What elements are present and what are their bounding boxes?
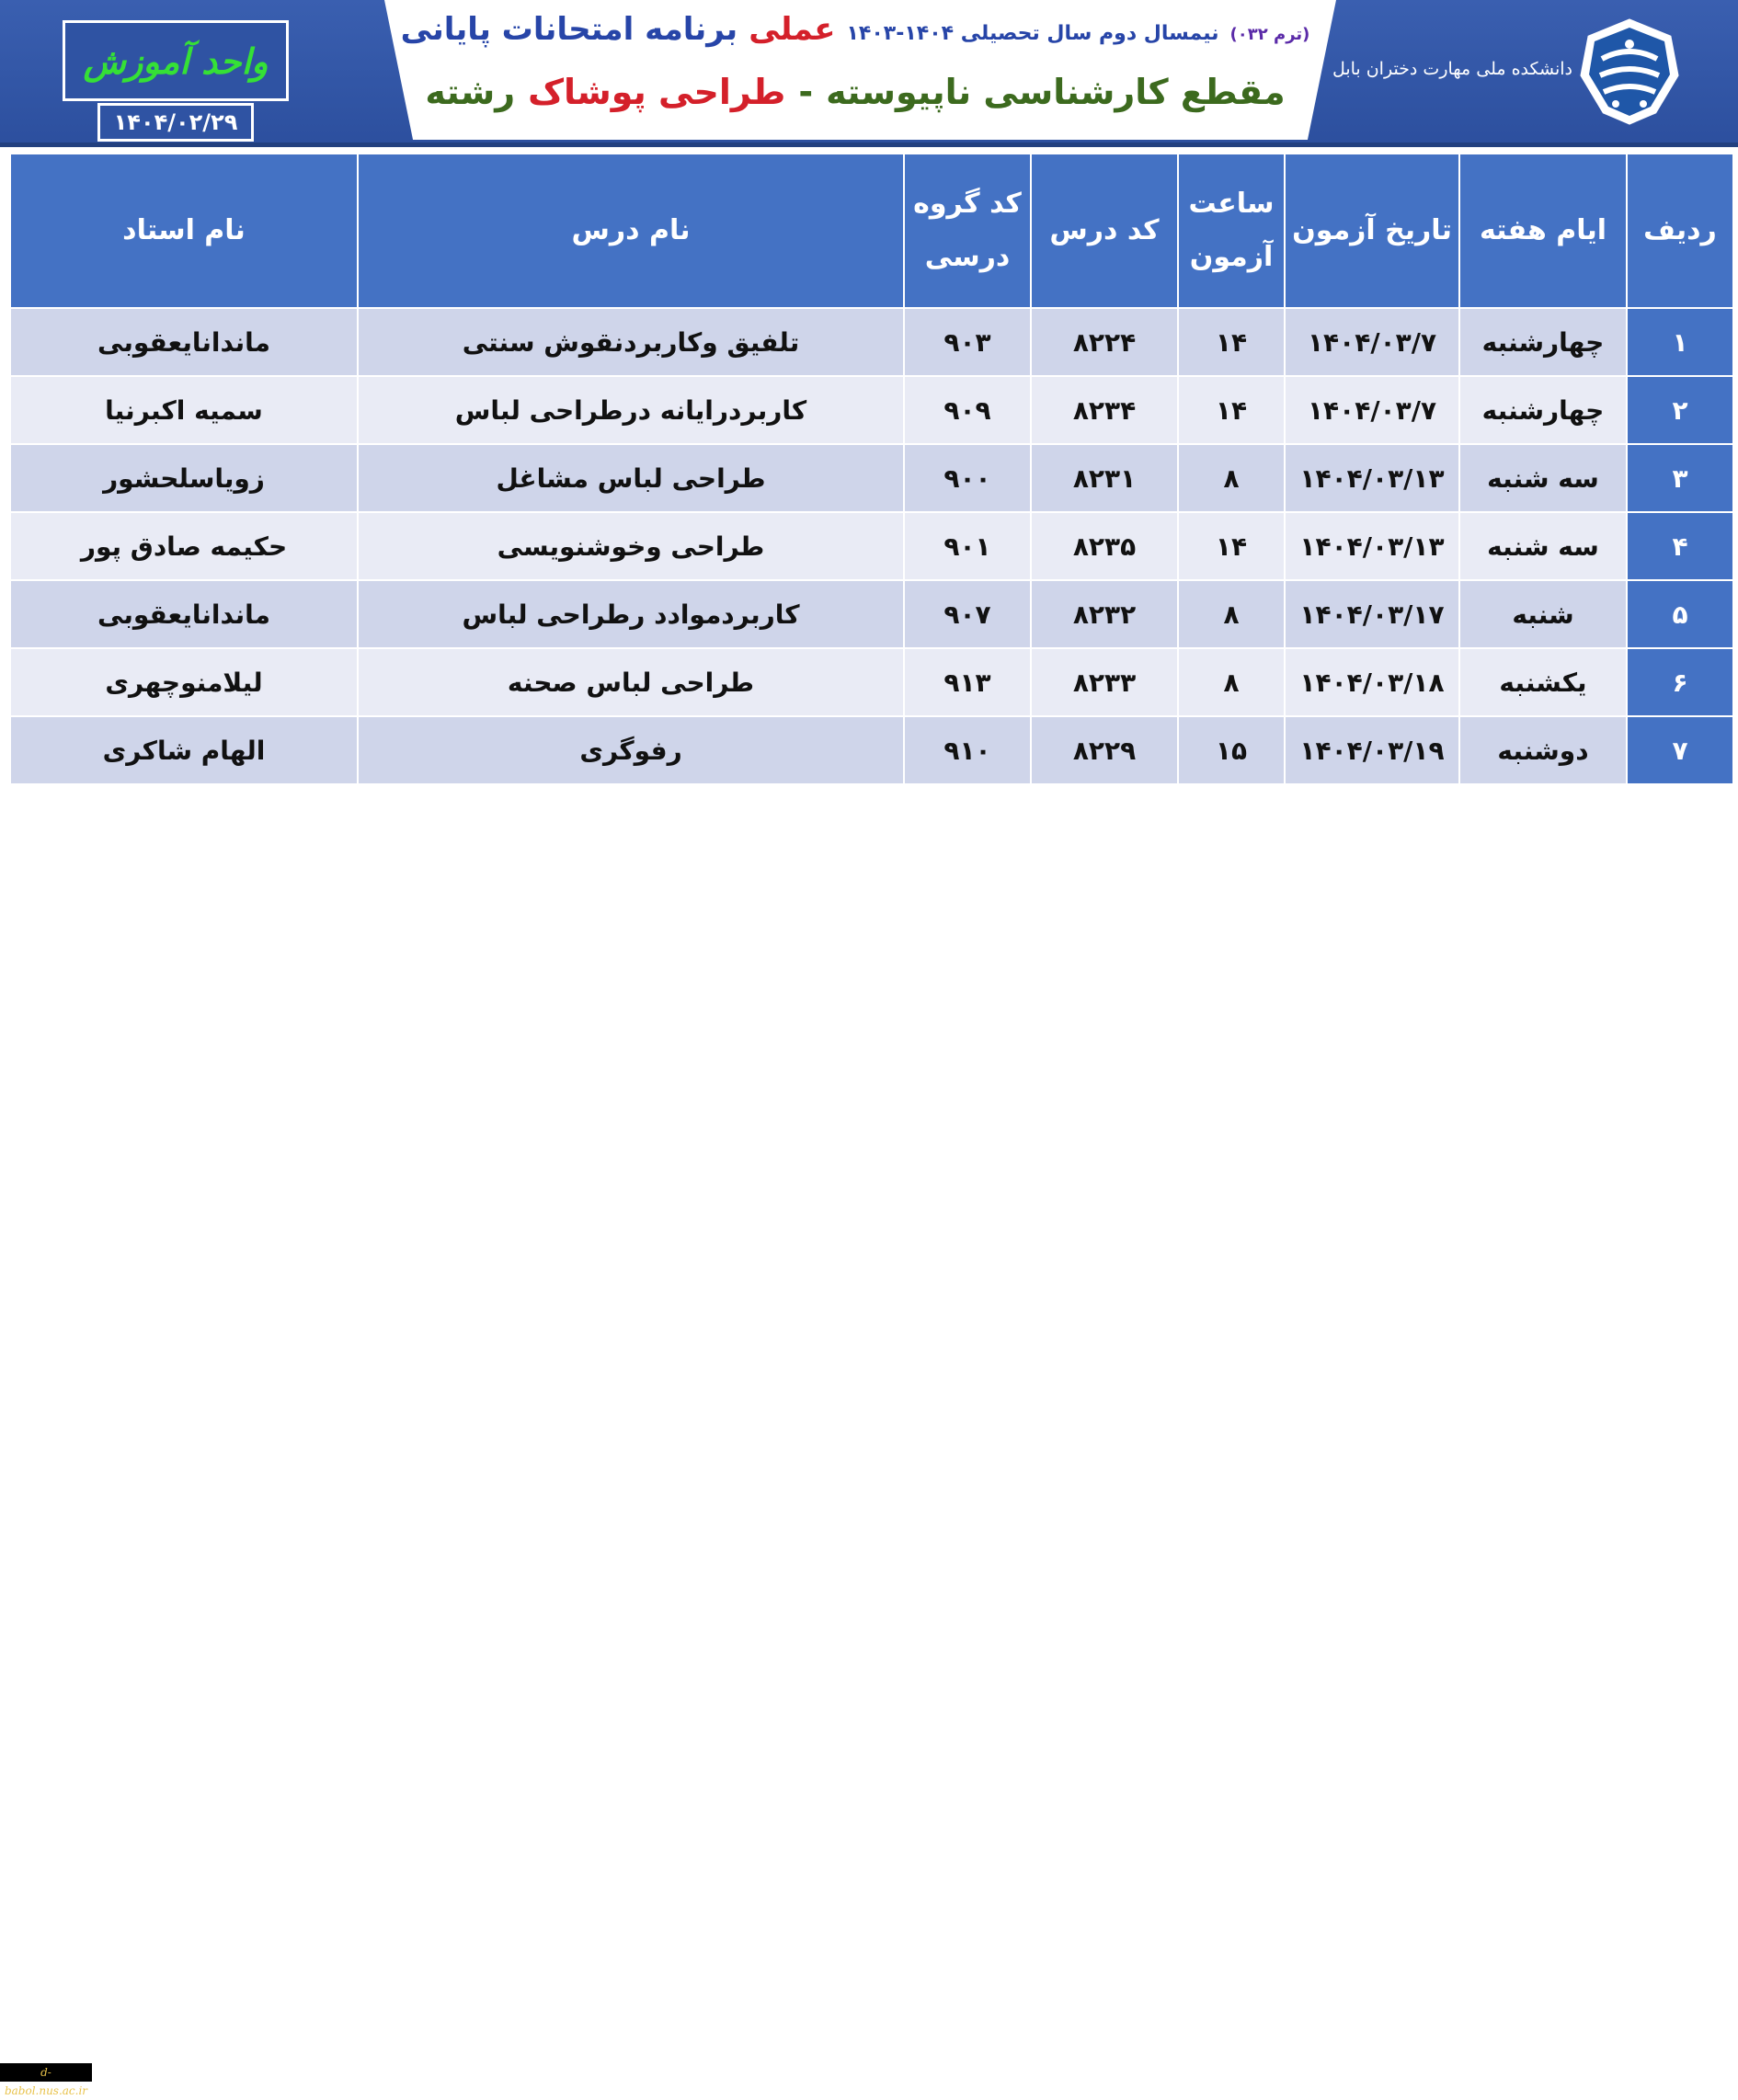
footer-url: d-babol.nus.ac.ir	[0, 2063, 92, 2082]
cell-day: دوشنبه	[1459, 716, 1627, 784]
cell-day: شنبه	[1459, 580, 1627, 648]
cell-course-code: ۸۲۳۱	[1031, 444, 1178, 512]
title-highlight: عملی	[749, 11, 836, 48]
column-header-row: ردیف	[1627, 154, 1733, 308]
cell-course-code: ۸۲۲۹	[1031, 716, 1178, 784]
cell-date: ۱۴۰۴/۰۳/۱۳	[1285, 444, 1459, 512]
cell-time: ۱۵	[1178, 716, 1285, 784]
cell-group-code: ۹۰۳	[904, 308, 1031, 376]
cell-day: چهارشنبه	[1459, 308, 1627, 376]
cell-course-code: ۸۲۳۳	[1031, 648, 1178, 716]
cell-date: ۱۴۰۴/۰۳/۱۷	[1285, 580, 1459, 648]
cell-course-code: ۸۲۳۵	[1031, 512, 1178, 580]
cell-day: یکشنبه	[1459, 648, 1627, 716]
cell-time: ۸	[1178, 580, 1285, 648]
logo-text: دانشکده ملی مهارت دختران بابل	[1332, 59, 1572, 79]
cell-day: سه شنبه	[1459, 444, 1627, 512]
table-row	[10, 648, 1733, 716]
title-main: برنامه امتحانات پایانی	[400, 11, 738, 48]
cell-date: ۱۴۰۴/۰۳/۱۹	[1285, 716, 1459, 784]
cell-course-code: ۸۲۳۲	[1031, 580, 1178, 648]
title-line-1	[395, 11, 1315, 57]
column-header-course-name: نام درس	[358, 154, 904, 308]
unit-title: واحد آموزش	[83, 40, 269, 82]
cell-course-name: طراحی وخوشنویسی	[358, 512, 904, 580]
semester-text: نیمسال دوم سال تحصیلی ۱۴۰۴-۱۴۰۳	[846, 22, 1219, 45]
cell-group-code: ۹۰۹	[904, 376, 1031, 444]
cell-course-name: کاربردرایانه درطراحی لباس	[358, 376, 904, 444]
cell-course-name: کاربردموادد رطراحی لباس	[358, 580, 904, 648]
cell-date: ۱۴۰۴/۰۳/۱۸	[1285, 648, 1459, 716]
cell-group-code: ۹۰۷	[904, 580, 1031, 648]
cell-date: ۱۴۰۴/۰۳/۷	[1285, 376, 1459, 444]
unit-date-box	[97, 103, 254, 142]
cell-group-code: ۹۰۱	[904, 512, 1031, 580]
cell-course-code: ۸۲۳۴	[1031, 376, 1178, 444]
university-emblem-icon	[1574, 17, 1685, 127]
column-header-group-code: کد گروه درسی	[904, 154, 1031, 308]
table-row	[10, 376, 1733, 444]
cell-row: ۱	[1627, 308, 1733, 376]
cell-row: ۷	[1627, 716, 1733, 784]
cell-time: ۱۴	[1178, 376, 1285, 444]
unit-box	[63, 20, 289, 101]
cell-instructor: ماندانایعقوبی	[10, 580, 358, 648]
cell-group-code: ۹۱۰	[904, 716, 1031, 784]
cell-row: ۶	[1627, 648, 1733, 716]
title-separator: -	[798, 72, 814, 112]
cell-row: ۲	[1627, 376, 1733, 444]
column-header-day: ایام هفته	[1459, 154, 1627, 308]
cell-course-name: تلفیق وکاربردنقوش سنتی	[358, 308, 904, 376]
column-header-course-code: کد درس	[1031, 154, 1178, 308]
cell-instructor: حکیمه صادق پور	[10, 512, 358, 580]
cell-row: ۵	[1627, 580, 1733, 648]
table-row	[10, 580, 1733, 648]
cell-course-name: طراحی لباس مشاغل	[358, 444, 904, 512]
cell-instructor: زویاسلحشور	[10, 444, 358, 512]
unit-date: ۱۴۰۴/۰۲/۲۹	[113, 109, 238, 135]
cell-row: ۴	[1627, 512, 1733, 580]
cell-day: سه شنبه	[1459, 512, 1627, 580]
cell-time: ۸	[1178, 444, 1285, 512]
cell-row: ۳	[1627, 444, 1733, 512]
table-row	[10, 444, 1733, 512]
cell-group-code: ۹۰۰	[904, 444, 1031, 512]
column-header-date: تاریخ آزمون	[1285, 154, 1459, 308]
level-text: مقطع کارشناسی ناپیوسته	[826, 72, 1286, 112]
cell-time: ۱۴	[1178, 308, 1285, 376]
cell-instructor: الهام شاکری	[10, 716, 358, 784]
column-header-instructor: نام استاد	[10, 154, 358, 308]
cell-group-code: ۹۱۳	[904, 648, 1031, 716]
header-divider	[0, 143, 1738, 147]
field-name: طراحی پوشاک	[528, 72, 786, 112]
cell-instructor: لیلامنوچهری	[10, 648, 358, 716]
title-line-2	[423, 72, 1287, 127]
table-header-row	[10, 154, 1733, 308]
cell-course-name: رفوگری	[358, 716, 904, 784]
table-row	[10, 716, 1733, 784]
field-label: رشته	[425, 72, 516, 112]
cell-instructor: ماندانایعقوبی	[10, 308, 358, 376]
cell-date: ۱۴۰۴/۰۳/۷	[1285, 308, 1459, 376]
cell-time: ۱۴	[1178, 512, 1285, 580]
cell-day: چهارشنبه	[1459, 376, 1627, 444]
term-text: (ترم ۰۳۲)	[1229, 25, 1310, 44]
cell-date: ۱۴۰۴/۰۳/۱۳	[1285, 512, 1459, 580]
cell-course-name: طراحی لباس صحنه	[358, 648, 904, 716]
table-row	[10, 308, 1733, 376]
cell-instructor: سمیه اکبرنیا	[10, 376, 358, 444]
cell-time: ۸	[1178, 648, 1285, 716]
exam-schedule-table	[9, 153, 1734, 785]
cell-course-code: ۸۲۲۴	[1031, 308, 1178, 376]
column-header-time: ساعت آزمون	[1178, 154, 1285, 308]
table-row	[10, 512, 1733, 580]
